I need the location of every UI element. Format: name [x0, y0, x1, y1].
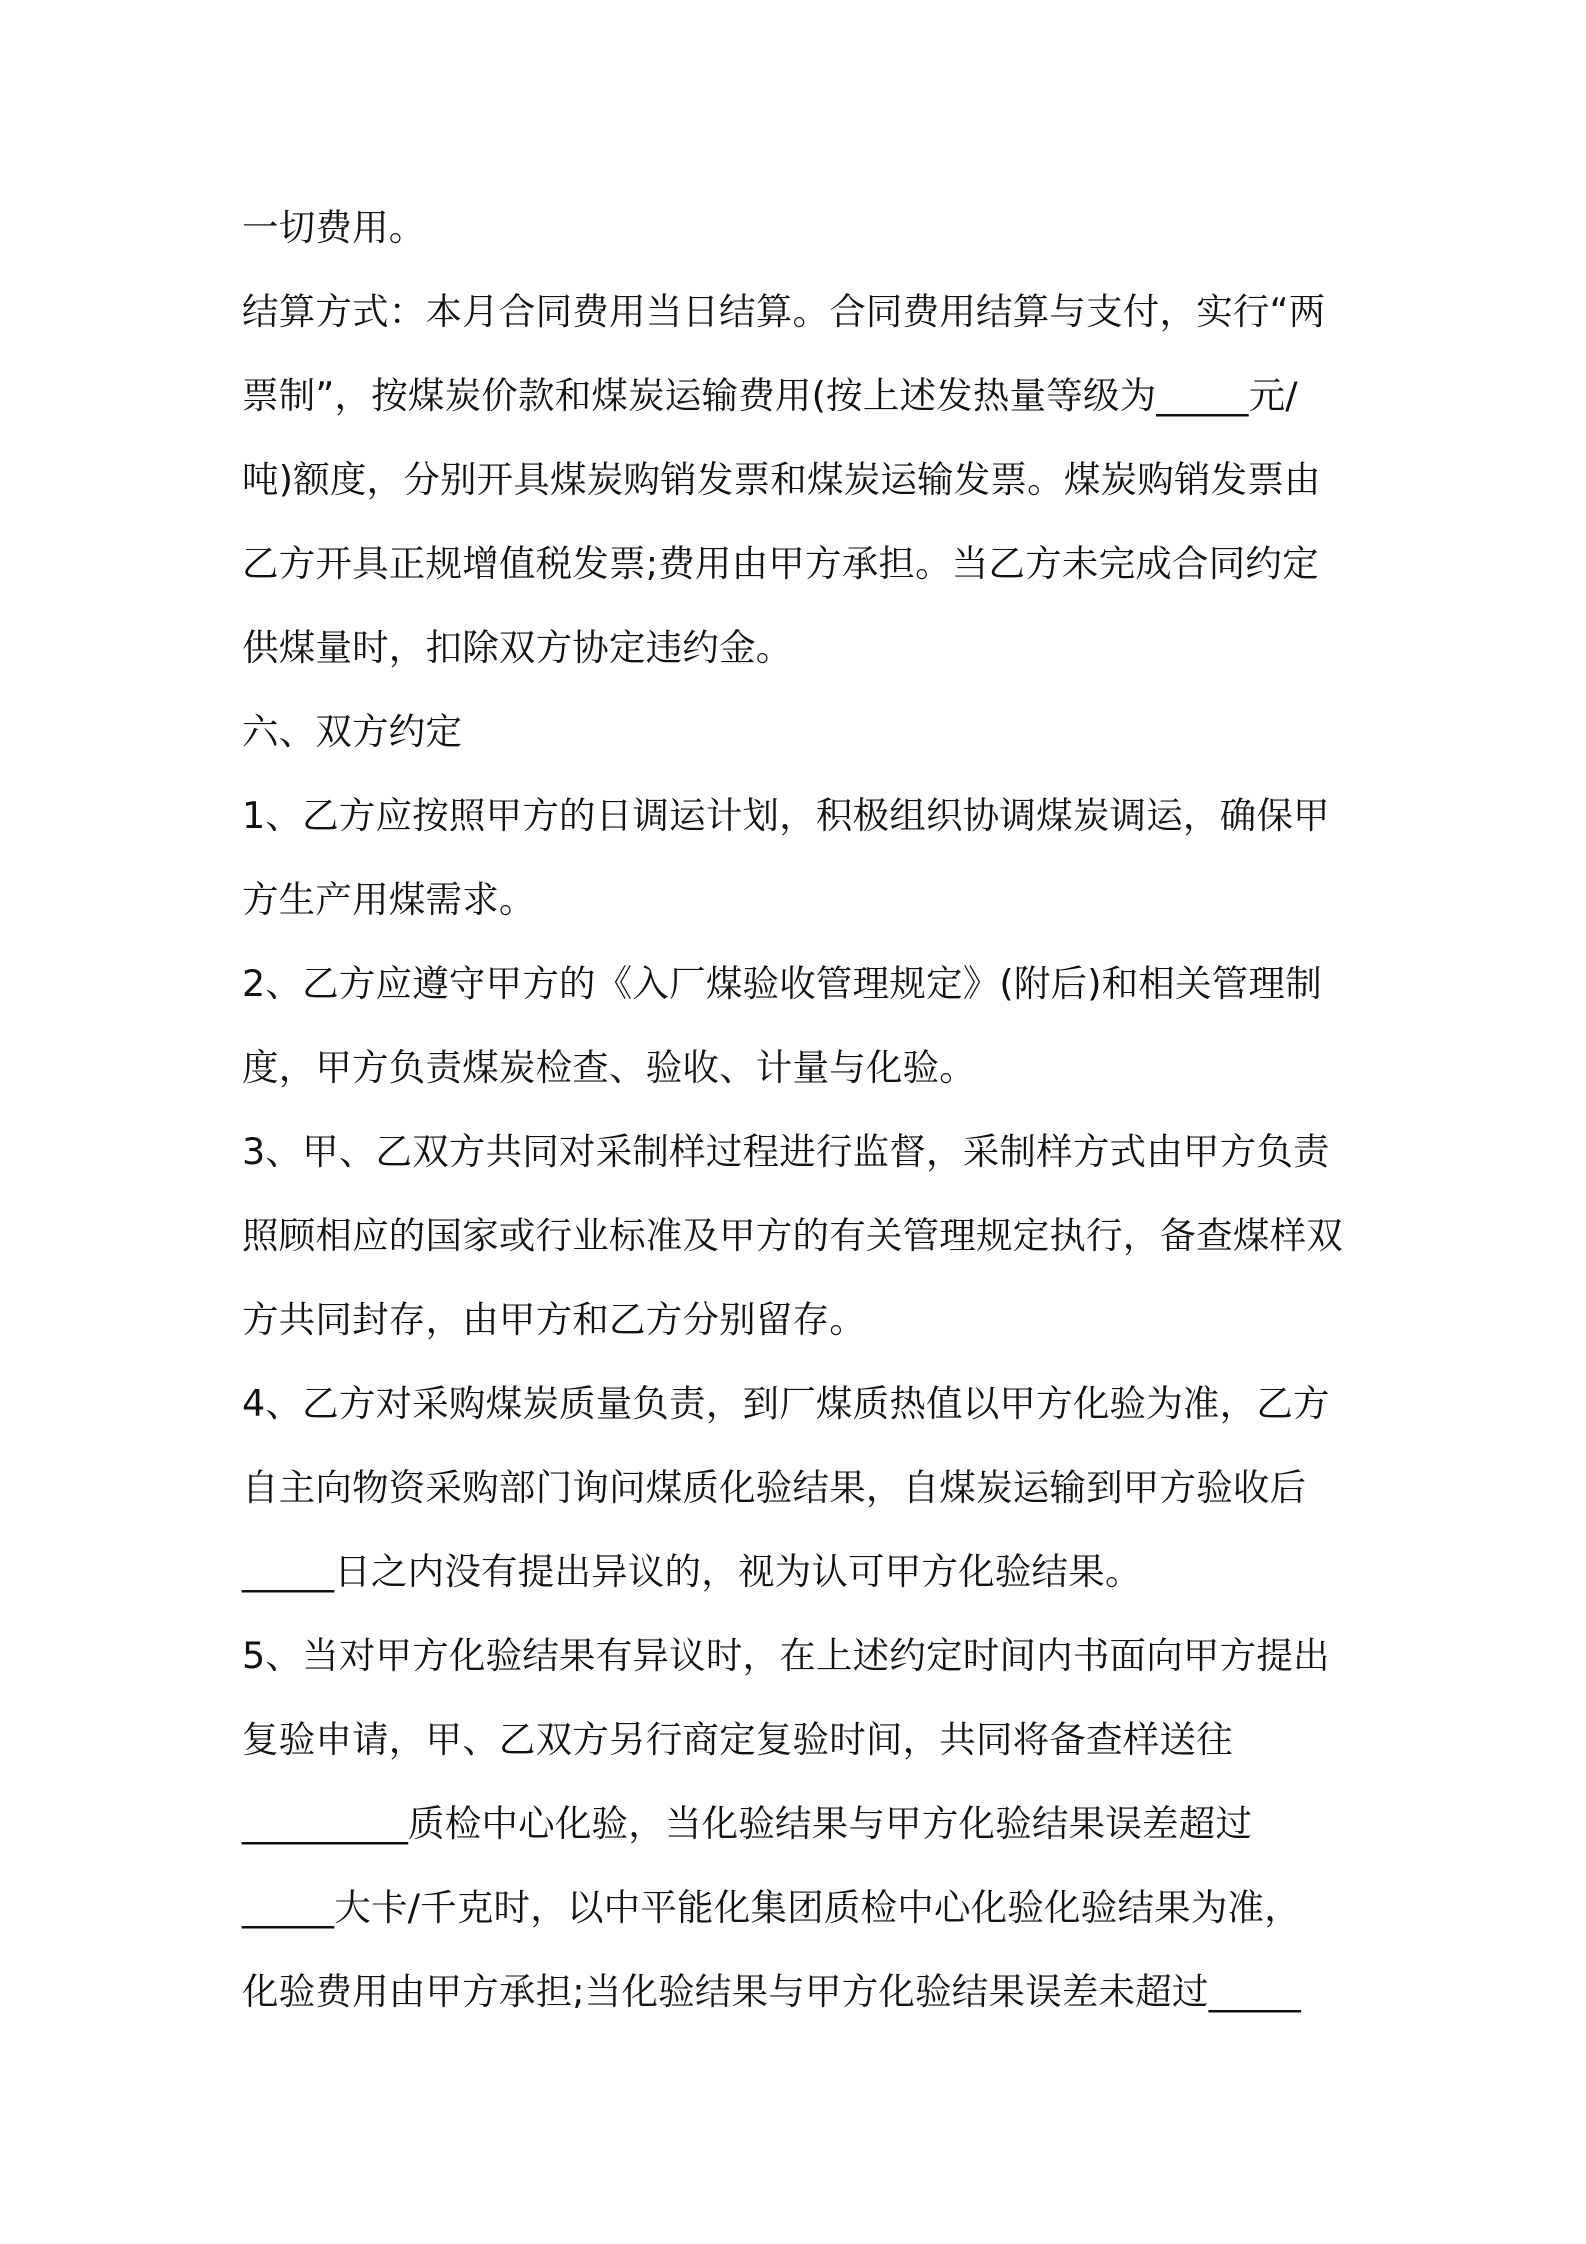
text-line: 照顾相应的国家或行业标准及甲方的有关管理规定执行，备查煤样双 [242, 1214, 1343, 1257]
text-line: 方共同封存，由甲方和乙方分别留存。 [242, 1298, 866, 1341]
text-line: 复验申请，甲、乙双方另行商定复验时间，共同将备查样送往 [242, 1718, 1233, 1761]
text-line: 3、甲、乙双方共同对采制样过程进行监督，采制样方式由甲方负责 [242, 1130, 1330, 1173]
text-line: 5、当对甲方化验结果有异议时，在上述约定时间内书面向甲方提出 [242, 1634, 1330, 1677]
text-line: 结算方式：本月合同费用当日结算。合同费用结算与支付，实行“两 [242, 290, 1326, 333]
text-line: 供煤量时，扣除双方协定违约金。 [242, 626, 793, 669]
text-line: 度，甲方负责煤炭检查、验收、计量与化验。 [242, 1046, 976, 1089]
text-line: 一切费用。 [242, 206, 426, 249]
text-line: _________质检中心化验，当化验结果与甲方化验结果误差超过 [242, 1802, 1253, 1845]
text-line: 化验费用由甲方承担;当化验结果与甲方化验结果误差未超过_____ [242, 1970, 1301, 2013]
text-line: _____日之内没有提出异议的，视为认可甲方化验结果。 [242, 1550, 1142, 1593]
text-line: 乙方开具正规增值税发票;费用由甲方承担。当乙方未完成合同约定 [242, 542, 1319, 585]
text-line: 1、乙方应按照甲方的日调运计划，积极组织协调煤炭调运，确保甲 [242, 794, 1330, 837]
text-line: 吨)额度，分别开具煤炭购销发票和煤炭运输发票。煤炭购销发票由 [242, 458, 1321, 501]
text-line: 自主向物资采购部门询问煤质化验结果，自煤炭运输到甲方验收后 [242, 1466, 1307, 1509]
text-line: 票制”，按煤炭价款和煤炭运输费用(按上述发热量等级为_____元/ [242, 374, 1298, 417]
text-line: 方生产用煤需求。 [242, 878, 536, 921]
text-line: _____大卡/千克时，以中平能化集团质检中心化验化验结果为准， [242, 1886, 1301, 1929]
section-heading: 六、双方约定 [242, 710, 463, 753]
text-line: 2、乙方应遵守甲方的《入厂煤验收管理规定》(附后)和相关管理制 [242, 962, 1322, 1005]
text-line: 4、乙方对采购煤炭质量负责，到厂煤质热值以甲方化验为准，乙方 [242, 1382, 1330, 1425]
